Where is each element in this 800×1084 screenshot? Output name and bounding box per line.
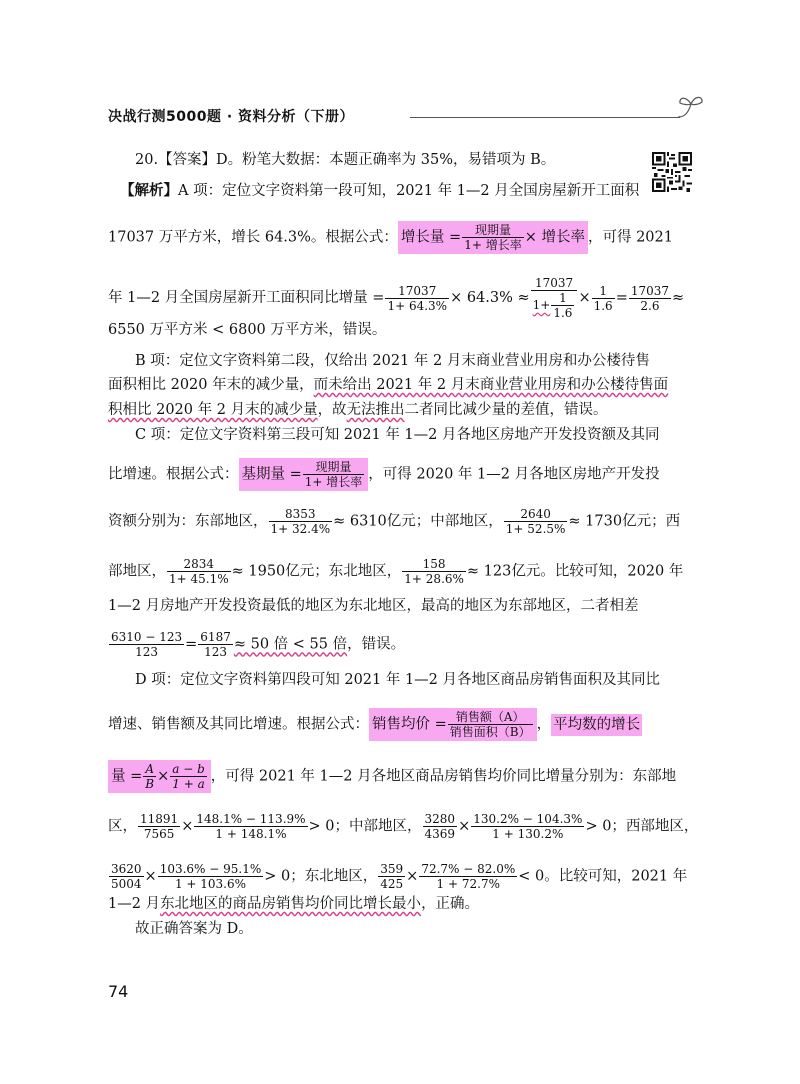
formula-base-line: 比增速。根据公式： 基期量 = $\frac{\text{现期量}}{\text{1+ 增长率}}$ ，可得 2020 年 1—2 月各地区房地产开发投 — [108, 460, 660, 489]
avgprice-formula-highlight: 销售均价 = $\frac{\text{销售额（A）}}{\text{销售面积（B）}}$ — [369, 708, 537, 741]
avgprice-calc-line1: 区， $\frac{11891}{7565}$ × $\frac{148.1\% - 113.9\%}{1 + 148.1\%}$ > 0；中部地区， $\frac{3280}{4369}$ × $\frac{130.2\% - 104.3\%}{1 + 130.2\%}$ > 0；西部地区， — [108, 812, 699, 841]
qr-code[interactable] — [652, 152, 692, 192]
invest-calc-line2: 部地区， $\frac{2834}{1+ 45.1\%}$ ≈ 1950亿元；东北地区， $\frac{158}{1+ 28.6\%}$ ≈ 123亿元。比较可知，2020 年 — [108, 557, 684, 586]
analysis-label: 【解析】 — [120, 182, 178, 199]
invest-compare-line: 1—2 月房地产开发投资最低的地区为东北地区，最高的地区为东部地区，二者相差 — [108, 598, 639, 614]
analysis-line-a: 【解析】A 项：定位文字资料第一段可知，2021 年 1—2 月全国房屋新开工面积 — [120, 182, 640, 199]
avggrowth-formula-highlight: 量 = $\frac{A}{B}$ × $\frac{a - b}{1 + a}$ — [108, 760, 211, 793]
header-rule — [410, 117, 680, 118]
formula-avgprice-line: 增速、销售额及其同比增速。根据公式： 销售均价 = $\frac{\text{销售额（A）}}{\text{销售面积（B）}}$ ， 平均数的增长 — [108, 710, 641, 739]
option-d-conclusion: 1—2 月东北地区的商品房销售均价同比增长最小，正确。 — [108, 896, 480, 912]
header-title: 决战行测5000题 · 资料分析（下册） — [108, 109, 355, 125]
formula-growth-line: 17037 万平方米，增长 64.3%。根据公式： 增长量 = $\frac{\text{现期量}}{\text{1+ 增长率}}$ × 增长率 ，可得 2021 — [108, 223, 673, 252]
answer-line: 20.【答案】D。粉笔大数据：本题正确率为 35%，易错项为 B。 — [135, 152, 556, 168]
option-c-line1: C 项：定位文字资料第三段可知 2021 年 1—2 月各地区房地产开发投资额及其同 — [135, 427, 660, 443]
final-answer: 故正确答案为 D。 — [135, 921, 253, 937]
running-header — [108, 100, 698, 140]
page-number: 74 — [108, 982, 129, 1001]
growth-formula-highlight: 增长量 = $\frac{\text{现期量}}{\text{1+ 增长率}}$ × 增长率 — [398, 221, 588, 254]
option-b-line3: 积相比 2020 年 2 月末的减少量，故无法推出二者同比减少量的差值，错误。 — [108, 402, 608, 418]
sprout-icon — [674, 92, 708, 122]
increase-calc-line: 年 1—2 月全国房屋新开工面积同比增量 = $\frac{17037}{1+ 64.3\%}$ × 64.3% ≈ 17037 1+ $\frac{1}{1.6}$ × $\frac{1}{1.6}$ = $\frac{17037}{2.6}$ ≈ — [108, 276, 685, 320]
formula-avggrowth-line: 量 = $\frac{A}{B}$ × $\frac{a - b}{1 + a}$ ，可得 2021 年 1—2 月各地区商品房销售均价同比增量分别为：东部地 — [108, 760, 676, 793]
invest-calc-line1: 资额分别为：东部地区， $\frac{8353}{1+ 32.4\%}$ ≈ 6310亿元；中部地区， $\frac{2640}{1+ 52.5\%}$ ≈ 1730亿元；西 — [108, 507, 681, 536]
option-d-line1: D 项：定位文字资料第四段可知 2021 年 1—2 月各地区商品房销售面积及其同比 — [135, 672, 661, 688]
ratio-line: $\frac{6310 - 123}{123}$ = $\frac{6187}{123}$ ≈ 50 倍 < 55 倍，错误。 — [111, 630, 406, 659]
avgprice-calc-line2: $\frac{3620}{5004}$ × $\frac{103.6\% - 95.1\%}{1 + 103.6\%}$ > 0；东北地区， $\frac{359}{425}$ × $\frac{72.7\% - 82.0\%}{1 + 72.7\%}$ < 0。比较可知，2021 年 — [111, 862, 688, 891]
option-b-line2: 面积相比 2020 年末的减少量，而未给出 2021 年 2 月末商业营业用房和办公楼待售面 — [108, 377, 669, 393]
base-formula-highlight: 基期量 = $\frac{\text{现期量}}{\text{1+ 增长率}}$ — [239, 458, 369, 491]
option-b-line1: B 项：定位文字资料第二段，仅给出 2021 年 2 月末商业营业用房和办公楼待售 — [135, 353, 650, 369]
conclusion-a: 6550 万平方米 < 6800 万平方米，错误。 — [108, 322, 387, 338]
